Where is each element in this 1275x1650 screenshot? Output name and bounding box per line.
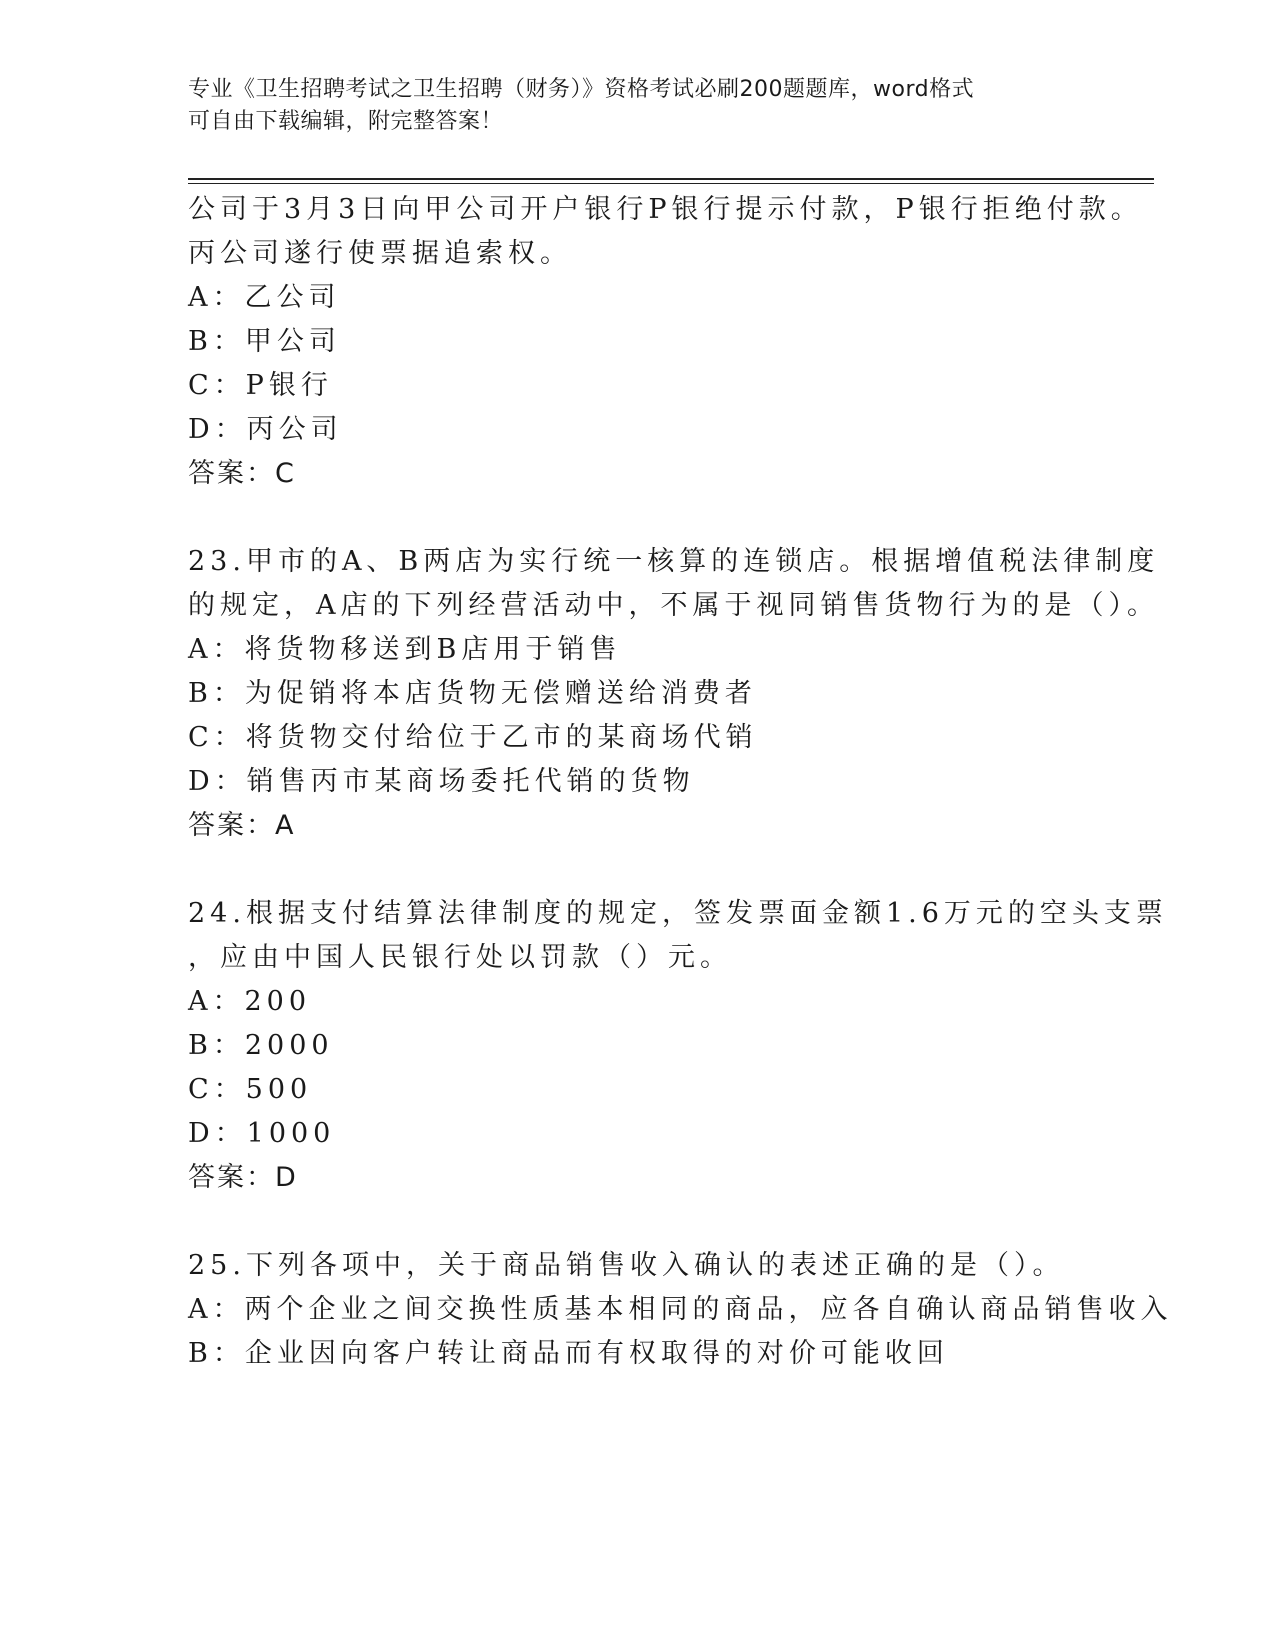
- q23-stem-line-2: 的规定，A店的下列经营活动中，不属于视同销售货物行为的是（）。: [188, 590, 1159, 621]
- q22-option-c: C：P银行: [188, 370, 333, 401]
- q24-option-a: A：200: [188, 986, 312, 1017]
- q23-answer: 答案：A: [188, 810, 296, 841]
- header-line-1: 专业《卫生招聘考试之卫生招聘（财务）》资格考试必刷200题题库，word格式: [188, 77, 975, 102]
- q24-stem-line-2: ，应由中国人民银行处以罚款（）元。: [188, 942, 732, 973]
- q22-answer: 答案：C: [188, 458, 296, 489]
- document-header: [188, 74, 1088, 138]
- q24-answer: 答案：D: [188, 1162, 298, 1193]
- q24-stem-line-1: 24.根据支付结算法律制度的规定，签发票面金额1.6万元的空头支票: [188, 898, 1168, 929]
- header-divider-thin: [188, 183, 1154, 184]
- q23-option-b: B：为促销将本店货物无偿赠送给消费者: [188, 678, 757, 709]
- q23-option-d: D：销售丙市某商场委托代销的货物: [188, 766, 695, 797]
- q23-option-c: C：将货物交付给位于乙市的某商场代销: [188, 722, 758, 753]
- q25-option-b: B：企业因向客户转让商品而有权取得的对价可能收回: [188, 1338, 949, 1369]
- q23-stem-line-1: 23.甲市的A、B两店为实行统一核算的连锁店。根据增值税法律制度: [188, 546, 1160, 577]
- q23-option-a: A：将货物移送到B店用于销售: [188, 634, 622, 665]
- q22-stem-line-1: 公司于3月3日向甲公司开户银行P银行提示付款，P银行拒绝付款。: [188, 194, 1143, 225]
- q24-option-c: C：500: [188, 1074, 313, 1105]
- q25-option-a: A：两个企业之间交换性质基本相同的商品，应各自确认商品销售收入: [188, 1294, 1173, 1325]
- q22-option-a: A：乙公司: [188, 282, 341, 313]
- q22-option-d: D：丙公司: [188, 414, 343, 445]
- q22-stem-line-2: 丙公司遂行使票据追索权。: [188, 238, 572, 269]
- q24-option-b: B：2000: [188, 1030, 334, 1061]
- header-divider-thick: [188, 178, 1154, 180]
- q24-option-d: D：1000: [188, 1118, 336, 1149]
- q22-option-b: B：甲公司: [188, 326, 341, 357]
- header-line-2: 可自由下载编辑，附完整答案！: [188, 109, 504, 134]
- q25-stem-line-1: 25.下列各项中，关于商品销售收入确认的表述正确的是（）。: [188, 1250, 1065, 1281]
